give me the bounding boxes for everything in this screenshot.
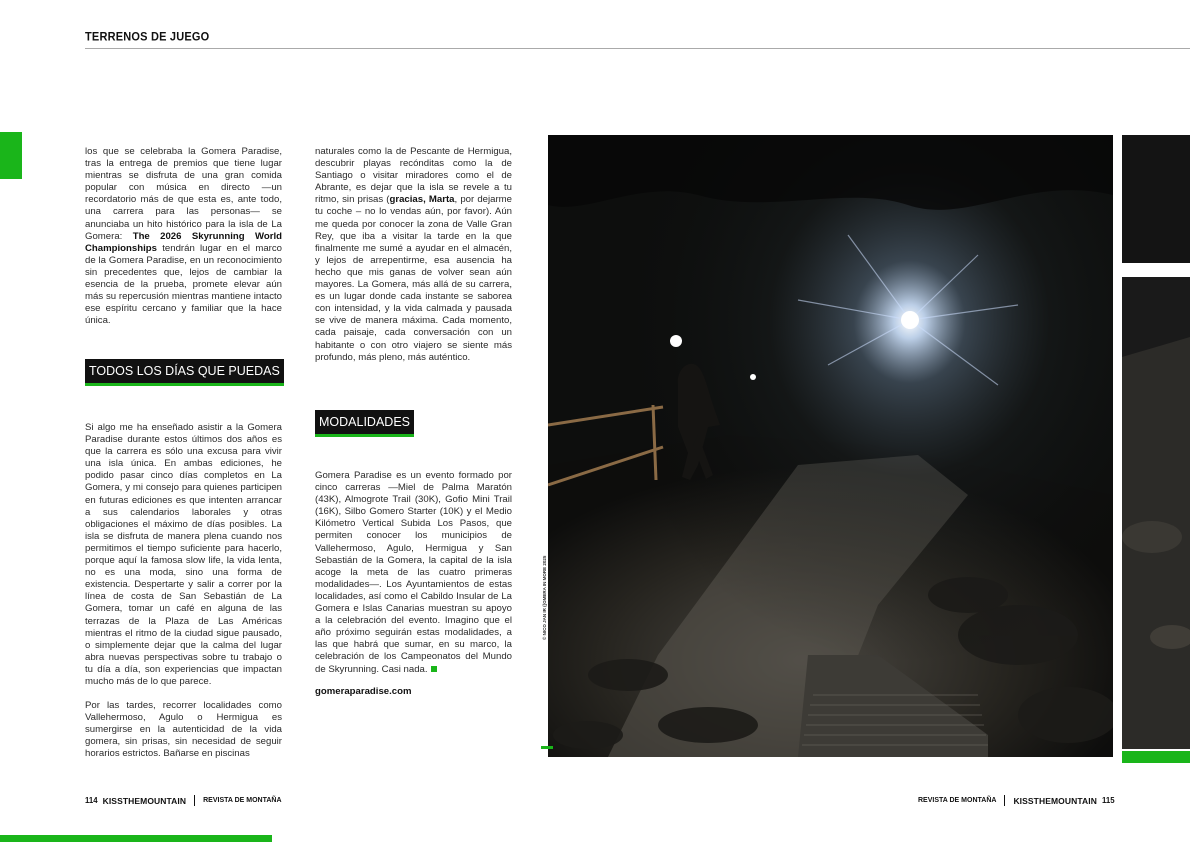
credit-accent-bar xyxy=(541,746,553,749)
column-1-top xyxy=(85,146,282,327)
column-2-top xyxy=(315,146,512,364)
end-mark-icon xyxy=(431,666,437,672)
footer-right xyxy=(918,795,1115,806)
footer-separator-right xyxy=(1004,795,1005,806)
subhead-todos-los-dias: TODOS LOS DÍAS QUE PUEDAS xyxy=(85,359,284,386)
green-bottom-bar xyxy=(0,835,272,842)
column-2-paragraph-2: Gomera Paradise es un evento formado por cinco carreras —Miel de Palma Maratón (43K), Almogrote Trail (30K), Gofio Mini Trail (16K), Silbo Gomero Starter (10K) y el Medio Kilómetro Vertical Subida Los Pasos, que permiten conocer los municipios de Vallehermoso, Agulo, Hermigua y San Sebastián de la Gomera, la capital de la isla acoge la meta de las cuatro primeras modalidades—. Los Ayuntamientos de estas localidades, así como el Cabildo Insular de La Gomera e Islas Canarias muestran su apoyo a la celebración del evento. Imagino que el año próximo seguirán estas modalidades, a las que habrá que sumar, en su marco, la celebración de los Campeonatos del Mundo de Skyrunning. Casi nada. xyxy=(315,470,512,675)
column-1-paragraph-2: Si algo me ha enseñado asistir a la Gomera Paradise durante estos últimos dos años es que la carrera es sólo una excusa para vivir una isla única. En ambas ediciones, he podido pasar cinco días completos en La Gomera, y mi consejo para quienes participen en futuras ediciones es que intenten arrancar a sus calendarios laborales y otras obligaciones el máximo de días posibles. La isla se disfruta de manera plena cuando nos permitimos el tiempo suficiente para hacerlo, porque aquí la famosa slow life, la vida lenta, no es una moda, sino una forma de existencia. Despertarte y salir a correr por la línea de costa de San Sebastián de La Gomera, tomar un café en alguna de las terrazas de la Plaza de Las Américas mientras el ritmo de la ciudad sigue pausado, o simplemente dejar que la calma del lugar abra nuevas perspectivas sobre tu trabajo o tu día a día, son experiencias que impactan mucho más de lo que parece. xyxy=(85,422,282,687)
highlight-gracias-marta: gracias, Marta xyxy=(389,194,455,206)
highlight-championships: The 2026 Skyrunning World Championships xyxy=(85,230,282,254)
column-2-bottom xyxy=(315,470,512,676)
photo-credit: © NICO JAN IR ((OMERA IN MORE 2025 xyxy=(542,555,547,640)
next-page-green-bar xyxy=(1122,751,1190,763)
page-number-left: 114 xyxy=(85,796,98,805)
header-rule xyxy=(85,48,1190,49)
magazine-name-right: REVISTA DE MONTAÑA xyxy=(918,797,997,804)
green-side-tab xyxy=(0,132,22,179)
brand-name-left: KISSTHEMOUNTAIN xyxy=(102,795,187,806)
footer-left xyxy=(85,795,282,806)
website-link[interactable]: gomeraparadise.com xyxy=(315,686,412,697)
magazine-name-left: REVISTA DE MONTAÑA xyxy=(203,797,282,804)
column-1-paragraph-1: los que se celebraba la Gomera Paradise, tras la entrega de premios que tiene lugar mientras se disfruta de una gran comida popular con música en directo —un recordatorio más de que esta es, ante todo, una carrera para las personas— se anunciaba un hito histórico para la isla de La Gomera: The 2026 Skyrunning World Championships tendrán lugar en el marco de la Gomera Paradise, en un reconocimiento sin precedentes que, lejos de cambiar la esencia de la prueba, promete elevar aún más su repercusión mientras mantiene intacto ese espíritu cercano y familiar que la hace única. xyxy=(85,146,282,327)
footer-separator-left xyxy=(194,795,195,806)
page-number-right: 115 xyxy=(1101,796,1115,805)
next-page-strip-bottom xyxy=(1122,277,1190,749)
column-2-paragraph-1: naturales como la de Pescante de Hermigua, descubrir playas recónditas como la de Santiago o visitar miradores como el de Abrante, es dejar que la isla se revele a tu ritmo, sin prisas (gracias, Marta, por dejarme tu coche – no lo vendas aún, por favor). Aún me queda por conocer la zona de Valle Gran Rey, que iba a visitar la tarde en la que finalmente me sumé a ayudar en el almacén, y lejos de arrepentirme, esa ausencia ha hecho que mis ganas de volver sean aún mayores. La Gomera, más allá de su carrera, es un lugar donde cada instante se saborea con intensidad, y la vida calmada y pausada se vive de manera máxima. Cada momento, cada paisaje, cada conversación con un habitante o con otro viajero se siente más profundo, más pleno, más auténtico. xyxy=(315,146,512,363)
brand-name-right: KISSTHEMOUNTAIN xyxy=(1013,795,1097,806)
subhead-modalidades: MODALIDADES xyxy=(315,410,414,437)
column-1-bottom xyxy=(85,422,282,761)
night-trail-runner-photo xyxy=(548,135,1113,757)
next-page-strip-top xyxy=(1122,135,1190,263)
section-header: TERRENOS DE JUEGO xyxy=(85,30,210,44)
column-1-paragraph-3: Por las tardes, recorrer localidades como Vallehermoso, Agulo o Hermigua es sumergirse en la autenticidad de la vida gomera, sin prisas, sin necesidad de seguir horarios estrictos. Bañarse en piscinas xyxy=(85,700,282,760)
